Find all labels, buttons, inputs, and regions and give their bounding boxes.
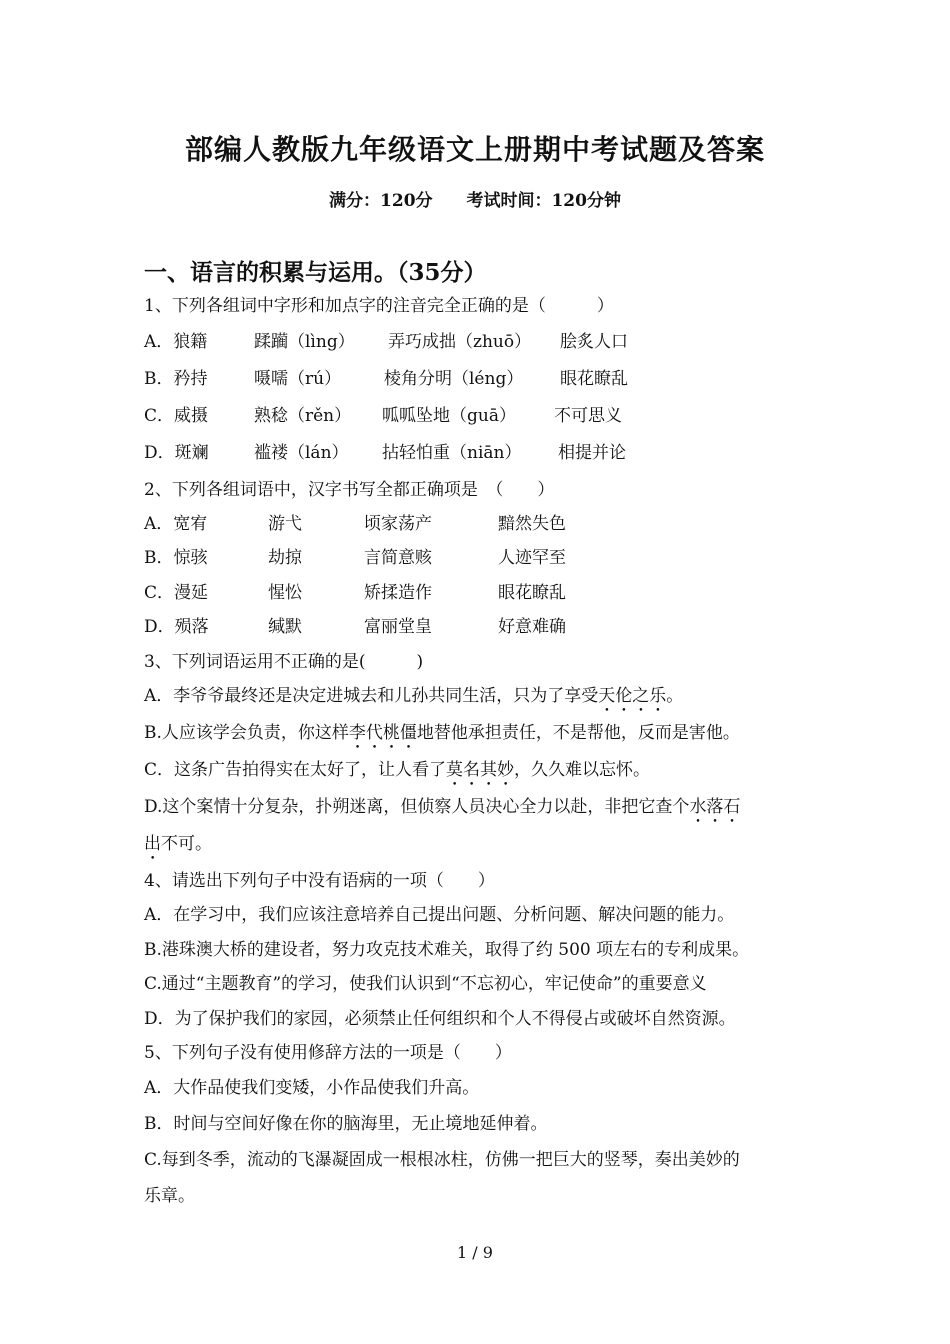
dotted-phrase: 出 — [144, 834, 161, 854]
dotted-phrase: 水落石 — [689, 797, 741, 817]
q4-option-a: A．在学习中，我们应该注意培养自己提出问题、分析问题、解决问题的能力。 — [144, 905, 735, 925]
q3-option-d-continued: 出不可。 — [144, 834, 212, 854]
q3-option-c: C．这条广告拍得实在太好了，让人看了莫名其妙，久久难以忘怀。 — [144, 760, 651, 780]
q3-option-d: D.这个案情十分复杂，扑朔迷离，但侦察人员决心全力以赴，非把它查个水落石 — [144, 797, 741, 817]
q4-option-d: D．为了保护我们的家园，必须禁止任何组织和个人不得侵占或破坏自然资源。 — [144, 1009, 736, 1029]
q5-option-b: B．时间与空间好像在你的脑海里，无止境地延伸着。 — [144, 1114, 548, 1134]
page-title: 部编人教版九年级语文上册期中考试题及答案 — [184, 133, 765, 166]
page-number: 1 / 9 — [457, 1243, 493, 1262]
question-1-stem: 1、下列各组词中字形和加点字的注音完全正确的是（ ） — [144, 296, 614, 316]
question-5-stem: 5、下列句子没有使用修辞方法的一项是（ ） — [144, 1043, 512, 1063]
full-score: 满分：120分 — [329, 191, 433, 211]
question-2-stem: 2、下列各组词语中，汉字书写全都正确项是 （ ） — [144, 480, 555, 500]
q3-option-a: A．李爷爷最终还是决定进城去和儿孙共同生活，只为了享受天伦之乐。 — [144, 686, 684, 706]
q3-option-b: B.人应该学会负责，你这样李代桃僵地替他承担责任，不是帮他，反而是害他。 — [144, 723, 740, 743]
exam-time: 考试时间：120分钟 — [466, 191, 621, 211]
section-heading: 一、语言的积累与运用。（35分） — [144, 259, 487, 286]
exam-info — [0, 186, 950, 211]
dotted-phrase: 天伦之乐 — [598, 686, 667, 706]
q4-option-b: B.港珠澳大桥的建设者，努力攻克技术难关，取得了约 500 项左右的专利成果。 — [144, 940, 750, 960]
question-4-stem: 4、请选出下列句子中没有语病的一项（ ） — [144, 871, 495, 891]
q4-option-c: C.通过“主题教育”的学习，使我们认识到“不忘初心，牢记使命”的重要意义 — [144, 974, 707, 994]
question-3-stem: 3、下列词语运用不正确的是( ) — [144, 652, 424, 672]
q5-option-a: A．大作品使我们变矮，小作品使我们升高。 — [144, 1078, 480, 1098]
exam-page: 部编人教版九年级语文上册期中考试题及答案 满分：120分 考试时间：120分钟 一、语言的积累与运用。（35分） 1、下列各组词中字形和加点字的注音完全正确的是（ ） A．狼籍 蹂躏（lìng） 弄巧成拙（zhuō） 脍炙人口 B．矜持 嗫嚅（rú） 棱角分明（léng） 眼花瞭乱 C．威摄 熟稔（rěn） 呱呱坠地（guā） 不可思义 D．斑斓 褴褛（lán） 拈轻怕重（niān） 相提并论 2、下列各组词语中，汉字书写全都正确项是 （ ） A．宽宥 游弋 顷家荡产 黯然失色 B．惊骇 劫掠 言简意赅 人迹罕至 C．漫延 惺忪 矫揉造作 眼花瞭乱 D．殒落 缄默 富丽堂皇 好意难确 3、下列词语运用不正确的是( ) A．李爷爷最终还是决定进城去和儿孙共同生活，只为了享受天伦之乐。 B.人应该学会负责，你这样李代桃僵地替他承担责任，不是帮他，反而是害他。 C．这条广告拍得实在太好了，让人看了莫名其妙，久久难以忘怀。 D.这个案情十分复杂，扑朔迷离，但侦察人员决心全力以赴，非把它查个水落石 出不可。 4、请选出下列句子中没有语病的一项（ ） A．在学习中，我们应该注意培养自己提出问题、分析问题、解决问题的能力。 B.港珠澳大桥的建设者，努力攻克技术难关，取得了约 500 项左右的专利成果。 C.通过“主题教育”的学习，使我们认识到“不忘初心，牢记使命”的重要意义 D．为了保护我们的家园，必须禁止任何组织和个人不得侵占或破坏自然资源。 5、下列句子没有使用修辞方法的一项是（ ） A．大作品使我们变矮，小作品使我们升高。 B．时间与空间好像在你的脑海里，无止境地延伸着。 C.每到冬季，流动的飞瀑凝固成一根根冰柱，仿佛一把巨大的竖琴，奏出美妙的 乐章。 1 / 9 — [0, 0, 950, 1344]
dotted-phrase: 李代桃僵 — [348, 723, 417, 743]
q5-option-c-continued: 乐章。 — [144, 1186, 195, 1206]
q5-option-c: C.每到冬季，流动的飞瀑凝固成一根根冰柱，仿佛一把巨大的竖琴，奏出美妙的 — [144, 1150, 740, 1170]
dotted-phrase: 莫名其妙 — [446, 760, 515, 780]
